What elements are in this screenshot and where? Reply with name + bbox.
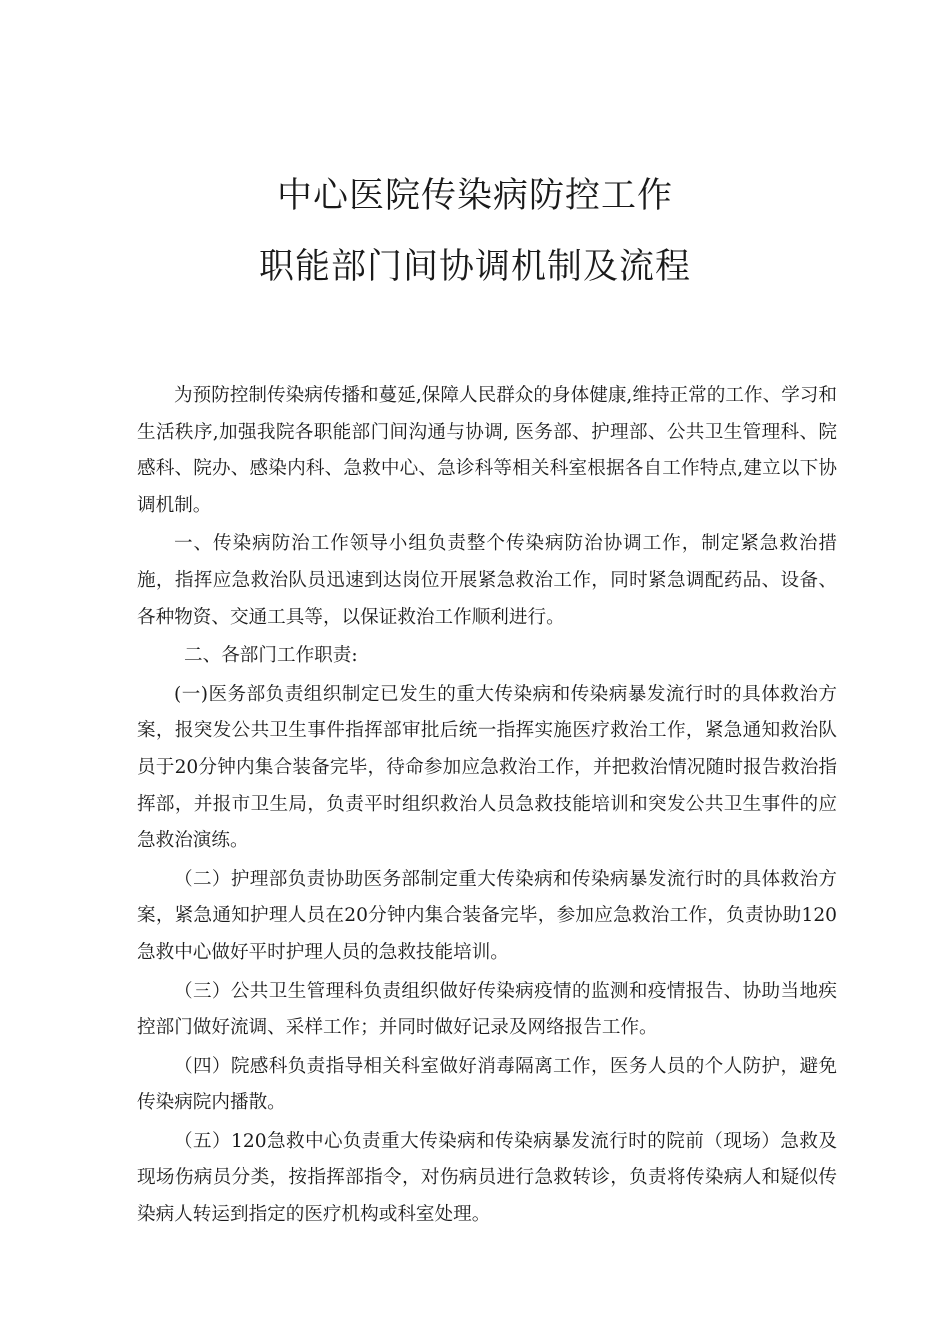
paragraph-item-4: （四）院感科负责指导相关科室做好消毒隔离工作，医务人员的个人防护，避免传染病院内播散。 xyxy=(137,1055,837,1114)
paragraph-item-2: （二）护理部负责协助医务部制定重大传染病和传染病暴发流行时的具体救治方案，紧急通知护理人员在20分钟内集合装备完毕，参加应急救治工作，负责协助120急救中心做好平时护理人员的急救技能培训。 xyxy=(137,868,837,963)
paragraph-intro: 为预防控制传染病传播和蔓延,保障人民群众的身体健康,维持正常的工作、学习和生活秩序,加强我院各职能部门间沟通与协调, 医务部、护理部、公共卫生管理科、院感科、院办、感染内科、急救中心、急诊科等相关科室根据各自工作特点,建立以下协调机制。 xyxy=(137,385,837,516)
paragraph-item-1: (一)医务部负责组织制定已发生的重大传染病和传染病暴发流行时的具体救治方案，报突发公共卫生事件指挥部审批后统一指挥实施医疗救治工作，紧急通知救治队员于20分钟内集合装备完毕，待命参加应急救治工作，并把救治情况随时报告救治指挥部，并报市卫生局，负责平时组织救治人员急救技能培训和突发公共卫生事件的应急救治演练。 xyxy=(137,683,837,852)
paragraph-section-2-heading: 二、各部门工作职责: xyxy=(184,645,358,667)
document-title-line-1: 中心医院传染病防控工作 xyxy=(276,176,673,216)
document-title-line-2: 职能部门间协调机制及流程 xyxy=(258,247,691,287)
paragraph-item-5: （五）120急救中心负责重大传染病和传染病暴发流行时的院前（现场）急救及现场伤病员分类，按指挥部指令，对伤病员进行急救转诊，负责将传染病人和疑似传染病人转运到指定的医疗机构或科室处理。 xyxy=(137,1130,837,1226)
paragraph-item-3: （三）公共卫生管理科负责组织做好传染病疫情的监测和疫情报告、协助当地疾控部门做好流调、采样工作；并同时做好记录及网络报告工作。 xyxy=(137,980,837,1039)
document-body xyxy=(137,378,837,1236)
paragraph-section-1: 一、传染病防治工作领导小组负责整个传染病防治协调工作，制定紧急救治措施，指挥应急救治队员迅速到达岗位开展紧急救治工作，同时紧急调配药品、设备、各种物资、交通工具等，以保证救治工作顺利进行。 xyxy=(137,533,837,628)
